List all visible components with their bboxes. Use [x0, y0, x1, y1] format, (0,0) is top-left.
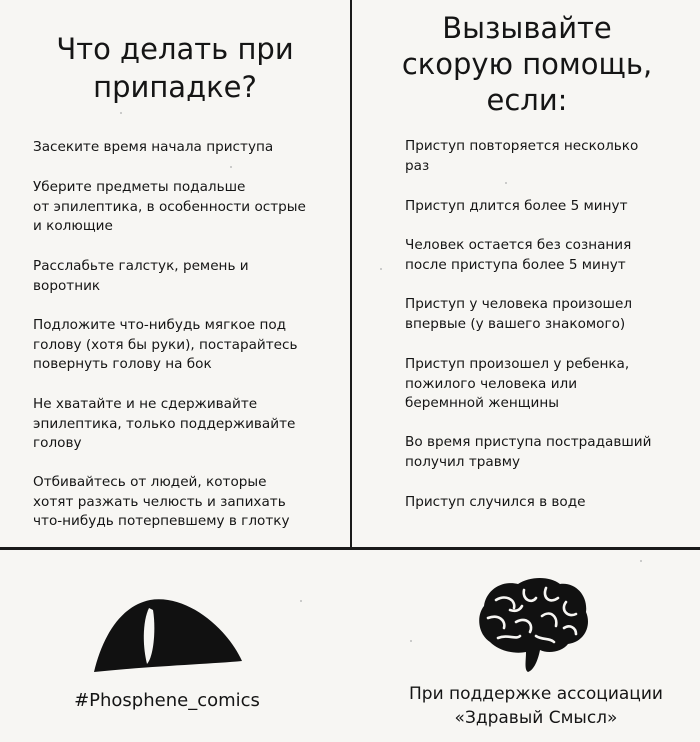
- brain-icon: [476, 576, 590, 674]
- first-aid-item: Уберите предметы подальше от эпилептика, в особенности острые и колющие: [33, 179, 306, 234]
- ambulance-condition-item: Приступ произошел у ребенка, пожилого человека или беремнной женщины: [405, 356, 630, 411]
- ambulance-condition-item: Во время приступа пострадавший получил травму: [405, 434, 652, 470]
- paper-speck: [505, 182, 507, 184]
- ambulance-condition-item: Приступ длится более 5 минут: [405, 198, 628, 214]
- paper-speck: [640, 560, 642, 562]
- first-aid-item: Расслабьте галстук, ремень и воротник: [33, 258, 249, 294]
- footer-divider: [0, 547, 700, 550]
- column-divider: [350, 0, 352, 549]
- left-column-title: Что делать при припадке?: [56, 32, 294, 104]
- paper-speck: [410, 640, 412, 642]
- first-aid-item: Засеките время начала приступа: [33, 139, 274, 155]
- paper-speck: [120, 112, 122, 114]
- first-aid-item: Не хватайте и не сдерживайте эпилептика, только поддерживайте голову: [33, 396, 296, 451]
- paper-speck: [230, 166, 232, 168]
- first-aid-item: Подложите что-нибудь мягкое под голову (хотя бы руки), постарайтесь повернуть голову на бок: [33, 317, 298, 372]
- paper-speck: [300, 600, 302, 602]
- ambulance-condition-item: Приступ повторяется несколько раз: [405, 138, 639, 174]
- comics-hashtag: #Phosphene_comics: [74, 690, 260, 711]
- eye-icon: [92, 598, 244, 674]
- ambulance-condition-item: Человек остается без сознания после приступа более 5 минут: [405, 237, 632, 273]
- first-aid-item: Отбивайтесь от людей, которые хотят разжать челюсть и запихать что-нибудь потерпевшему в глотку: [33, 474, 290, 529]
- ambulance-condition-item: Приступ у человека произошел впервые (у вашего знакомого): [405, 296, 633, 332]
- paper-speck: [380, 268, 382, 270]
- support-line-name: «Здравый Смысл»: [454, 708, 618, 728]
- support-text: [380, 682, 692, 730]
- ambulance-condition-item: Приступ случился в воде: [405, 494, 586, 510]
- right-column-title: Вызывайте скорую помощь, если:: [401, 11, 653, 117]
- support-line-association: При поддержке ассоциации: [409, 684, 663, 704]
